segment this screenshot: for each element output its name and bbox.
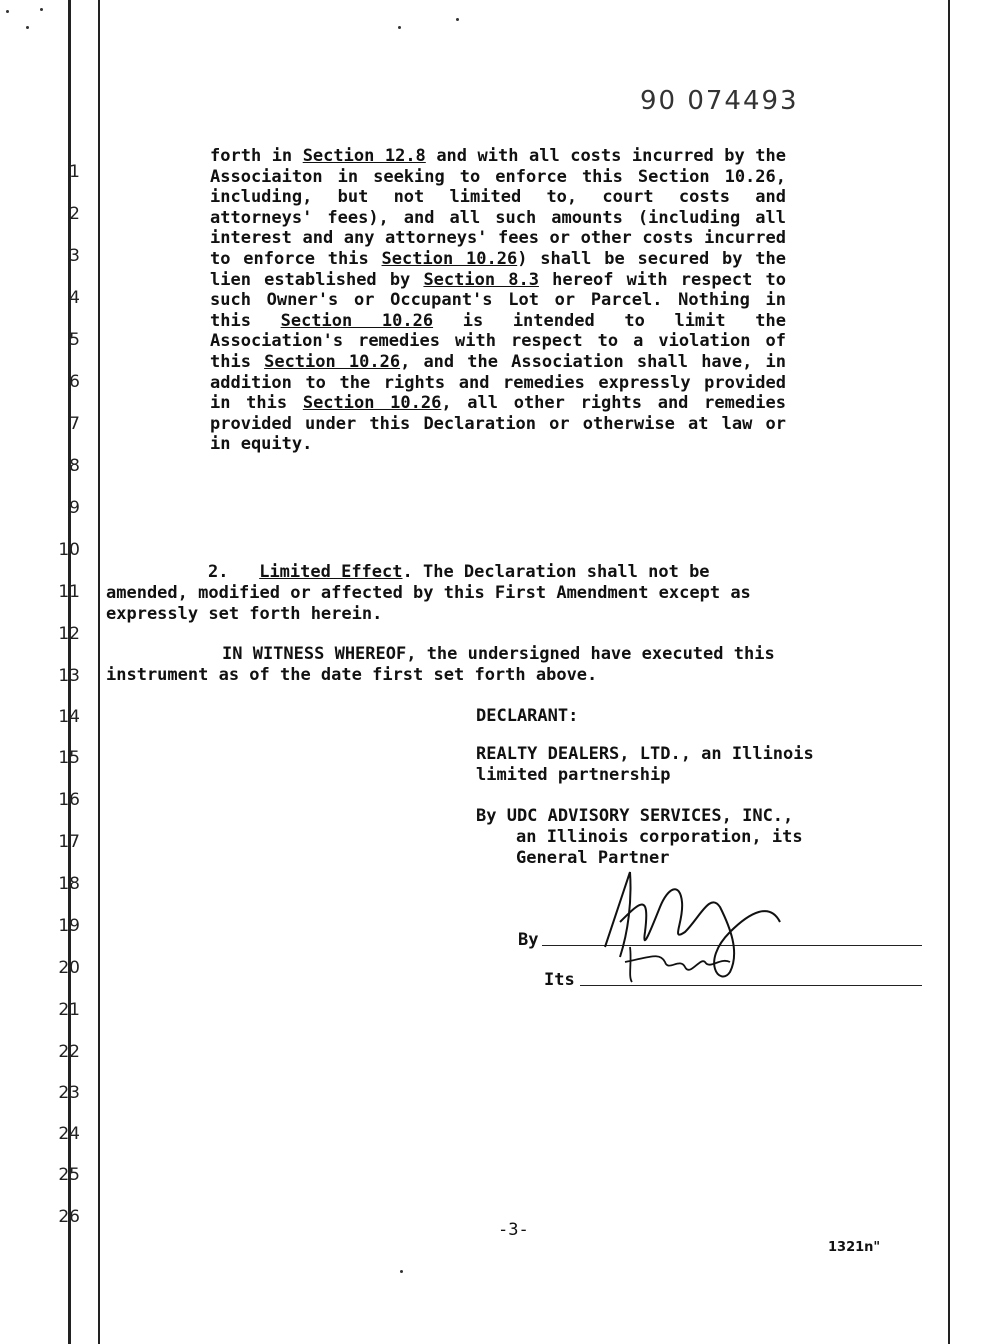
line-number: 18 (58, 874, 80, 894)
witness-clause-line: IN WITNESS WHEREOF, the undersigned have executed this (222, 644, 775, 664)
line-number: 21 (58, 1000, 80, 1020)
scan-speck (456, 18, 459, 21)
line-number: 22 (58, 1042, 80, 1062)
line-number: 4 (69, 288, 80, 308)
general-partner-line: By UDC ADVISORY SERVICES, INC., (476, 806, 794, 826)
line-number: 1 (69, 162, 80, 182)
margin-rule-left-inner (98, 0, 100, 1344)
paragraph-limited-effect-line: amended, modified or affected by this First Amendment except as (106, 583, 751, 603)
line-number-column (0, 0, 80, 1344)
paragraph-heading: Limited Effect (259, 562, 403, 582)
line-number: 8 (69, 456, 80, 476)
section-reference: Section 10.26 (264, 351, 401, 372)
line-number: 19 (58, 916, 80, 936)
footer-document-code: 1321n" (828, 1240, 881, 1255)
scan-speck (398, 26, 401, 29)
signature-by-label: By (518, 930, 539, 950)
declarant-label: DECLARANT: (476, 706, 579, 726)
line-number: 7 (69, 414, 80, 434)
line-number: 16 (58, 790, 80, 810)
line-number: 9 (69, 498, 80, 518)
declarant-name: limited partnership (476, 765, 671, 785)
line-number: 24 (58, 1124, 80, 1144)
line-number: 23 (58, 1083, 80, 1103)
paragraph-limited-effect-line: expressly set forth herein. (106, 604, 383, 624)
section-reference: Section 8.3 (423, 269, 539, 290)
text-run: and with all costs incurred by the Associaiton in seeking to enforce this Section 10.26, including, but not limited to, court costs and attorneys' fees), and all such amounts (including all interest and any attorneys' fees or other costs incurred to enforce this (210, 146, 786, 269)
line-number: 2 (69, 204, 80, 224)
general-partner-line: an Illinois corporation, its (516, 827, 803, 847)
paragraph-limited-effect-line (208, 562, 710, 582)
line-number: 12 (58, 624, 80, 644)
signature-its-label: Its (544, 970, 575, 990)
line-number: 14 (58, 707, 80, 727)
line-number: 6 (69, 372, 80, 392)
line-number: 11 (58, 582, 80, 602)
section-reference: Section 10.26 (280, 310, 434, 331)
section-reference: Section 10.26 (381, 248, 518, 269)
declarant-name: REALTY DEALERS, LTD., an Illinois (476, 744, 814, 764)
section-reference: Section 12.8 (302, 146, 426, 166)
section-reference: Section 10.26 (302, 393, 442, 414)
margin-rule-right (948, 0, 950, 1344)
text-run: forth in (210, 146, 303, 166)
scan-speck (400, 1270, 403, 1273)
text-run: hereof with respect to such Owner's or Occupant's Lot or Parcel. Nothing in this (210, 269, 786, 331)
line-number: 3 (69, 246, 80, 266)
line-number: 5 (69, 330, 80, 350)
page-number: -3- (498, 1220, 529, 1240)
line-number: 25 (58, 1165, 80, 1185)
paragraph-number: 2. (208, 562, 229, 582)
line-number: 13 (58, 666, 80, 686)
line-number: 15 (58, 748, 80, 768)
line-number: 20 (58, 958, 80, 978)
paragraph-section-10-26-continuation (210, 146, 786, 455)
text-run: . The Declaration shall not be (402, 562, 710, 582)
witness-clause-line: instrument as of the date first set forth above. (106, 665, 598, 685)
line-number: 26 (58, 1207, 80, 1227)
line-number: 17 (58, 832, 80, 852)
general-partner-line: General Partner (516, 848, 670, 868)
text-run: ) shall be secured by the lien established by (210, 248, 787, 290)
line-number: 10 (58, 540, 80, 560)
text-run: , and the Association shall have, in addition to the rights and remedies expressly provided in this (210, 351, 786, 414)
handwritten-signature (590, 862, 790, 992)
text-run: , all other rights and remedies provided under this Declaration or otherwise at law or in equity. (210, 393, 786, 455)
document-recording-number: 90 074493 (640, 86, 799, 116)
text-run: is intended to limit the Association's remedies with respect to a violation of this (210, 310, 786, 372)
